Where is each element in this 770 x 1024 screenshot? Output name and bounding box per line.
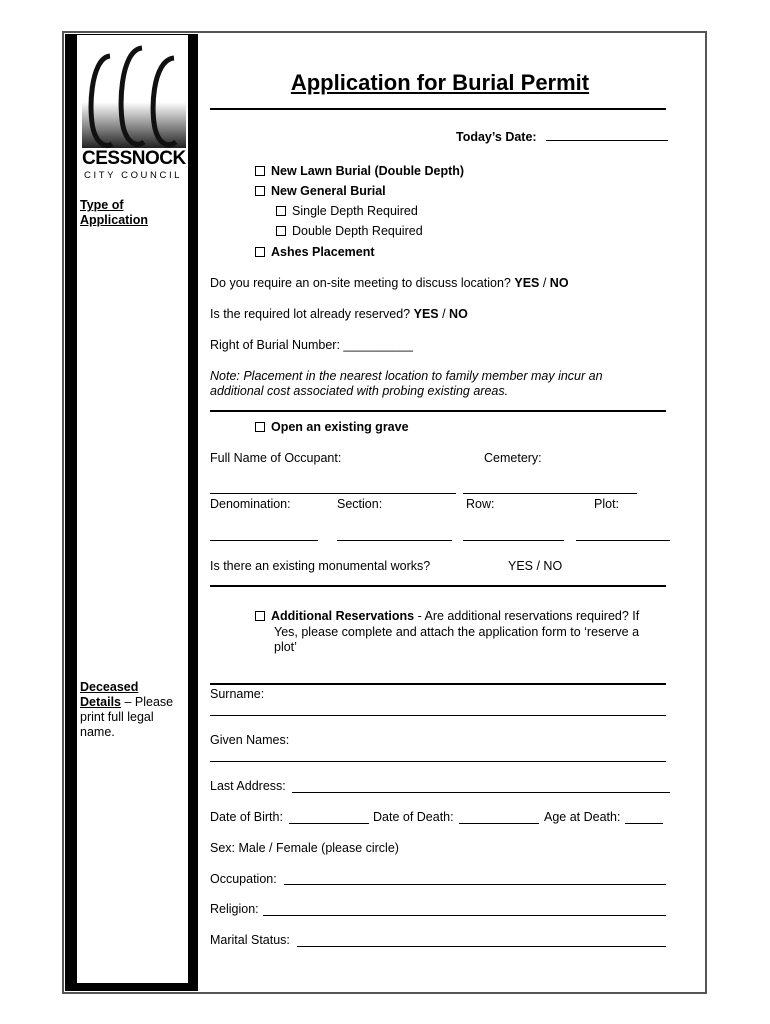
- marital-status-input[interactable]: [297, 946, 666, 947]
- plot-input[interactable]: [576, 540, 670, 541]
- row-input[interactable]: [463, 540, 564, 541]
- additional-text-2: Yes, please complete and attach the application form to ‘reserve a: [274, 625, 640, 639]
- surname-input[interactable]: [210, 715, 666, 716]
- surname-label: Surname:: [210, 687, 265, 701]
- date-of-death-label: Date of Death:: [373, 810, 454, 824]
- religion-input[interactable]: [263, 915, 666, 916]
- checkbox-icon[interactable]: [255, 247, 265, 257]
- onsite-meeting-question: Do you require an on-site meeting to discuss location? YES / NO: [210, 276, 569, 290]
- occupation-label: Occupation:: [210, 872, 277, 886]
- todays-date-field[interactable]: Today’s Date:: [456, 128, 668, 144]
- logo-subtitle: CITY COUNCIL: [84, 170, 183, 181]
- option-new-lawn-burial[interactable]: New Lawn Burial (Double Depth): [255, 164, 464, 178]
- lot-reserved-question: Is the required lot already reserved? YES / NO: [210, 307, 468, 321]
- checkbox-icon[interactable]: [276, 226, 286, 236]
- checkbox-icon[interactable]: [255, 422, 265, 432]
- type-of-application-label: Type of Application: [80, 198, 149, 227]
- given-names-label: Given Names:: [210, 733, 290, 747]
- denomination-input[interactable]: [210, 540, 318, 541]
- sidebar-border-bottom: [65, 983, 198, 991]
- occupation-input[interactable]: [284, 884, 666, 885]
- section-divider: [210, 585, 666, 587]
- denomination-label: Denomination:: [210, 497, 291, 511]
- row-label: Row:: [466, 497, 495, 511]
- full-name-input[interactable]: [210, 493, 456, 494]
- age-at-death-input[interactable]: [625, 823, 663, 824]
- option-additional-reservations[interactable]: Additional Reservations - Are additional reservations required? If: [255, 609, 639, 623]
- date-of-birth-label: Date of Birth:: [210, 810, 283, 824]
- checkbox-icon[interactable]: [255, 166, 265, 176]
- title-divider: [210, 108, 666, 110]
- age-at-death-label: Age at Death:: [544, 810, 621, 824]
- cemetery-label: Cemetery:: [484, 451, 542, 465]
- note-line-1: Note: Placement in the nearest location to family member may incur an: [210, 369, 603, 383]
- note-line-2: additional cost associated with probing existing areas.: [210, 384, 509, 398]
- option-single-depth[interactable]: Single Depth Required: [276, 204, 418, 218]
- last-address-label: Last Address:: [210, 779, 286, 793]
- given-names-input[interactable]: [210, 761, 666, 762]
- sex-field[interactable]: Sex: Male / Female (please circle): [210, 841, 399, 855]
- monumental-works-answer[interactable]: YES / NO: [508, 559, 563, 573]
- additional-text-3: plot’: [274, 640, 297, 654]
- checkbox-icon[interactable]: [255, 186, 265, 196]
- section-divider: [210, 410, 666, 412]
- page-title: Application for Burial Permit: [290, 70, 590, 95]
- section-label: Section:: [337, 497, 383, 511]
- plot-label: Plot:: [594, 497, 620, 511]
- religion-label: Religion:: [210, 902, 259, 916]
- option-open-existing-grave[interactable]: Open an existing grave: [255, 420, 409, 434]
- option-new-general-burial[interactable]: New General Burial: [255, 184, 386, 198]
- section-divider: [210, 683, 666, 685]
- option-ashes-placement[interactable]: Ashes Placement: [255, 245, 375, 259]
- logo-name: CESSNOCK: [82, 148, 186, 169]
- sidebar-border-left: [65, 34, 77, 991]
- full-name-label: Full Name of Occupant:: [210, 451, 342, 465]
- monumental-works-question: Is there an existing monumental works?: [210, 559, 431, 573]
- section-input[interactable]: [337, 540, 452, 541]
- checkbox-icon[interactable]: [255, 611, 265, 621]
- date-of-death-input[interactable]: [459, 823, 539, 824]
- last-address-input[interactable]: [292, 792, 670, 793]
- deceased-details-label: Deceased Details – Please print full legal name.: [80, 680, 174, 739]
- marital-status-label: Marital Status:: [210, 933, 290, 947]
- option-double-depth[interactable]: Double Depth Required: [276, 224, 423, 238]
- right-of-burial-field[interactable]: Right of Burial Number: __________: [210, 338, 413, 352]
- date-of-birth-input[interactable]: [289, 823, 369, 824]
- cemetery-input[interactable]: [463, 493, 637, 494]
- checkbox-icon[interactable]: [276, 206, 286, 216]
